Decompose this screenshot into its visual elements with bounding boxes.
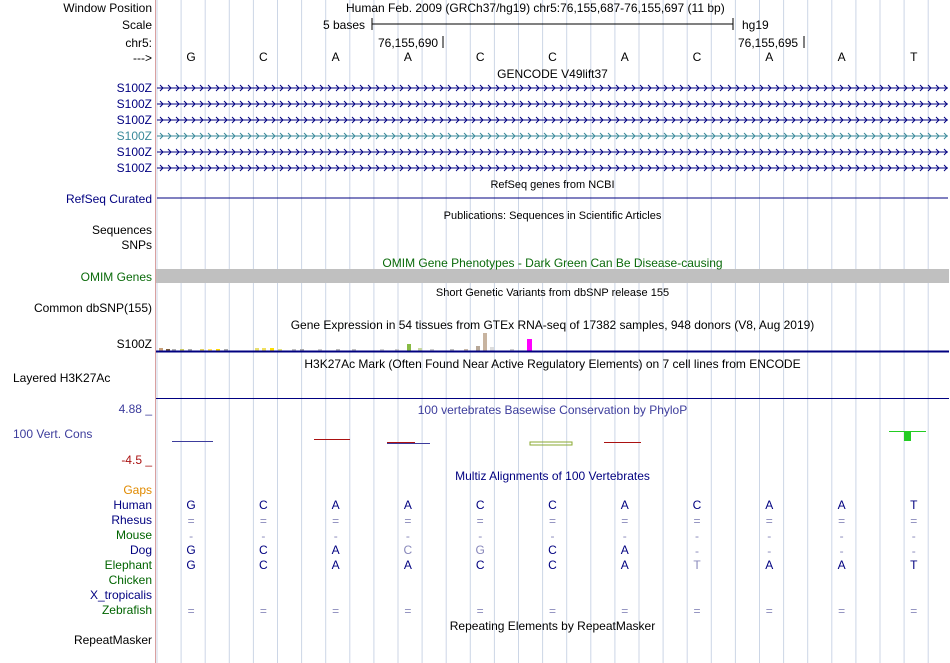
ruler-base: A [331,50,340,64]
alignment-base: C [548,543,557,557]
alignment-base: = [476,514,484,528]
alignment-base: C [692,498,702,512]
alignment-base: A [403,558,412,572]
alignment-base: - [911,529,916,543]
gtex-tissue-bar [490,347,494,351]
alignment-base: C [475,498,485,512]
strand-label: ---> [133,51,152,65]
gtex-label[interactable]: S100Z [116,337,152,351]
dbsnp-title: Short Genetic Variants from dbSNP release 155 [435,287,670,299]
publications-title: Publications: Sequences in Scientific Articles [443,210,662,222]
ruler-base: T [910,50,918,64]
alignment-base: C [259,558,268,572]
alignment-base: T [910,498,918,512]
alignment-base: T [910,558,918,572]
species-label-mouse[interactable]: Mouse [115,528,152,542]
alignment-base: C [403,543,413,557]
alignment-base: G [186,498,196,512]
alignment-base: = [187,514,195,528]
gencode-label-4[interactable]: S100Z [116,129,152,143]
h3k27ac-title: H3K27Ac Mark (Often Found Near Active Regulatory Elements) on 7 cell lines from ENCODE [304,357,801,371]
alignment-base: A [765,498,774,512]
ruler-base: C [692,50,702,64]
scale-assembly: hg19 [742,18,769,32]
alignment-base: - [695,544,699,558]
dbsnp-label[interactable]: Common dbSNP(155) [33,301,152,315]
alignment-base: - [839,529,844,543]
gencode-label-6[interactable]: S100Z [116,161,152,175]
alignment-base: C [548,498,557,512]
scale-bases: 5 bases [323,18,366,32]
alignment-base: C [259,543,268,557]
alignment-base: A [331,498,340,512]
alignment-base: A [403,498,412,512]
chrom-label: chr5: [125,36,152,50]
phylop-min: -4.5 _ [121,453,152,467]
alignment-base: - [839,544,844,558]
species-label-dog[interactable]: Dog [129,543,152,557]
phylop-label[interactable]: 100 Vert. Cons [13,427,93,441]
ruler-base: G [186,50,196,64]
alignment-base: = [404,604,412,618]
alignment-base: - [767,544,772,558]
alignment-base: A [620,543,629,557]
alignment-base: = [332,604,340,618]
alignment-base: = [765,604,773,618]
alignment-base: = [765,514,773,528]
phylop-title: 100 vertebrates Basewise Conservation by PhyloP [417,403,688,417]
alignment-base: - [695,529,699,543]
gtex-tissue-bar [407,344,411,351]
alignment-base: = [332,514,340,528]
refseq-label[interactable]: RefSeq Curated [65,192,152,206]
alignment-base: - [478,529,483,543]
scale-label: Scale [121,18,152,32]
omim-bar [156,269,949,283]
coord-label-2: 76,155,695 [738,36,799,50]
alignment-base: G [186,543,196,557]
alignment-base: = [621,604,629,618]
species-label-human[interactable]: Human [113,498,152,512]
gtex-tissue-bar [483,333,487,351]
species-label-elephant[interactable]: Elephant [104,558,152,572]
alignment-base: = [476,604,484,618]
alignment-base: - [189,529,194,543]
alignment-base: - [333,529,338,543]
alignment-base: A [837,498,846,512]
alignment-base: = [693,604,701,618]
alignment-base: T [693,558,701,572]
ruler-base: A [403,50,412,64]
species-label-rhesus[interactable]: Rhesus [111,513,152,527]
ruler-base: C [259,50,268,64]
ruler-base: A [620,50,629,64]
gencode-label-3[interactable]: S100Z [116,113,152,127]
alignment-base: = [910,514,918,528]
alignment-base: = [693,514,701,528]
coord-label-1: 76,155,690 [378,36,439,50]
gencode-label-2[interactable]: S100Z [116,97,152,111]
publications-label-sequences[interactable]: Sequences [91,223,152,237]
alignment-base: = [838,604,846,618]
phylop-peak [904,432,911,441]
alignment-base: = [187,604,195,618]
alignment-base: = [838,514,846,528]
alignment-base: = [404,514,412,528]
alignment-base: G [186,558,196,572]
alignment-base: A [331,543,340,557]
alignment-base: = [548,604,556,618]
ruler-base: C [548,50,557,64]
omim-title: OMIM Gene Phenotypes - Dark Green Can Be Disease-causing [382,256,723,270]
multiz-title: Multiz Alignments of 100 Vertebrates [455,469,650,483]
gtex-tissue-bar [527,339,532,351]
species-label-chicken[interactable]: Chicken [108,573,152,587]
alignment-base: - [622,529,627,543]
gencode-label-1[interactable]: S100Z [116,81,152,95]
alignment-base: - [550,529,555,543]
alignment-base: A [620,558,629,572]
ruler-base: A [837,50,846,64]
gencode-label-5[interactable]: S100Z [116,145,152,159]
alignment-base: - [405,529,410,543]
gtex-tissue-bar [476,346,480,351]
ruler-base: A [765,50,774,64]
alignment-base: = [548,514,556,528]
alignment-base: A [331,558,340,572]
h3k27ac-label[interactable]: Layered H3K27Ac [13,371,111,385]
alignment-base: - [911,544,916,558]
alignment-base: A [765,558,774,572]
alignment-base: G [475,543,485,557]
alignment-base: C [548,558,557,572]
alignment-base: C [259,498,268,512]
alignment-base: = [259,514,267,528]
alignment-base: = [910,604,918,618]
gencode-title: GENCODE V49lift37 [497,67,608,81]
alignment-base: A [837,558,846,572]
publications-label-snps[interactable]: SNPs [121,238,152,252]
species-label-x_tropicalis[interactable]: X_tropicalis [89,588,152,602]
species-label-zebrafish[interactable]: Zebrafish [101,603,152,617]
gtex-title: Gene Expression in 54 tissues from GTEx RNA-seq of 17382 samples, 948 donors (V8, Aug 2019) [290,318,815,332]
window-position-value: Human Feb. 2009 (GRCh37/hg19) chr5:76,155,687-76,155,697 (11 bp) [346,1,725,15]
phylop-mark [387,442,415,443]
phylop-max: 4.88 _ [118,402,152,416]
omim-label[interactable]: OMIM Genes [80,270,152,284]
repeatmasker-title: Repeating Elements by RepeatMasker [449,619,656,633]
alignment-base: = [259,604,267,618]
phylop-mark [530,442,572,445]
alignment-base: C [475,558,485,572]
phylop-mark [314,439,350,440]
repeatmasker-label[interactable]: RepeatMasker [73,633,152,647]
species-label-gaps[interactable]: Gaps [123,483,152,497]
window-position-label: Window Position [63,1,152,15]
alignment-base: - [767,529,772,543]
ruler-base: C [475,50,485,64]
alignment-base: A [620,498,629,512]
alignment-base: - [261,529,266,543]
refseq-title: RefSeq genes from NCBI [490,179,615,191]
alignment-base: = [621,514,629,528]
phylop-mark [387,443,430,444]
